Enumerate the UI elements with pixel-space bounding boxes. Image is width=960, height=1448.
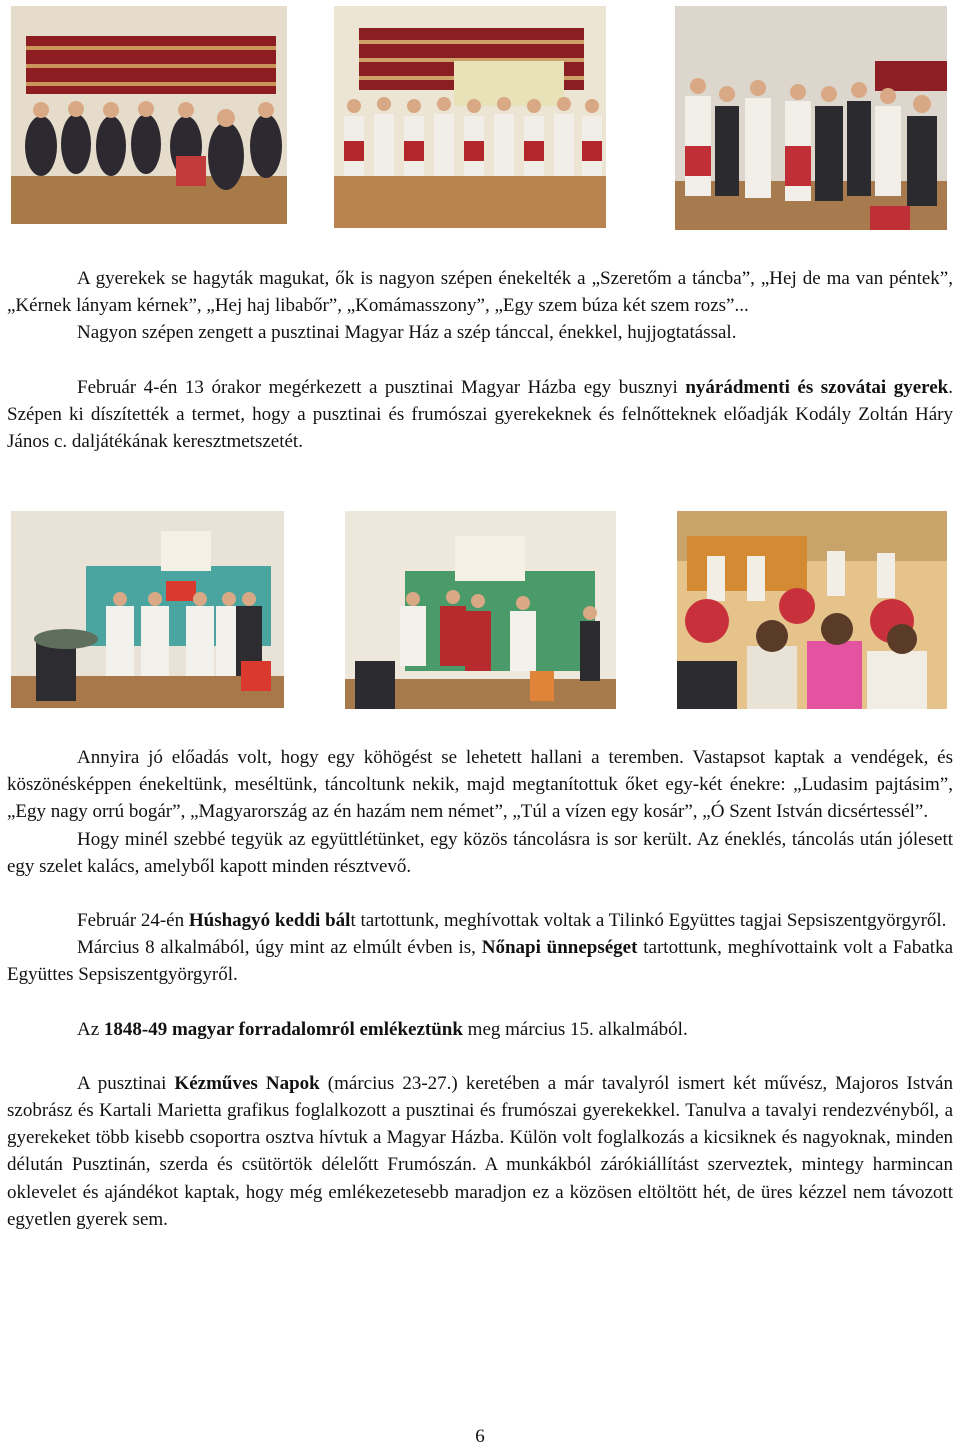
- bold-text: Kézműves Napok: [174, 1072, 320, 1094]
- text-run: Február 4-én 13 órakor megérkezett a pusztinai Magyar Házba egy busznyi: [77, 376, 686, 398]
- photo-folk-dancers: [675, 6, 947, 230]
- text-block-2: [7, 744, 953, 1233]
- bold-text: Nőnapi ünnepséget: [481, 937, 638, 959]
- bold-text: nyárádmenti és szovátai gyerek: [685, 376, 949, 398]
- paragraph-march-15: [7, 1016, 953, 1043]
- photo-performers-seated: [334, 6, 606, 228]
- text-run: tartottunk, meghívottaink volt a Fabatka Együttes Sepsiszentgyörgyről.: [7, 937, 954, 986]
- paragraph-february-4: [7, 374, 953, 456]
- photo-children-audience: [677, 511, 947, 709]
- photo-stage-dance: [11, 511, 284, 708]
- text-run: . Szépen ki díszítették a termet, hogy a pusztinai és frumószai gyerekeknek és felnőtteknek előadják Kodály Zoltán Háry János c. daljátékának keresztmetszetét.: [7, 376, 953, 453]
- paragraph-common-dance: Hogy minél szebbé tegyük az együttlétünket, egy közös táncolásra is sor került. Az éneklés, táncolás után jólesett egy szelet kalács, amelyből kapott minden résztvevő.: [7, 828, 953, 877]
- top-photo-row: [0, 6, 960, 236]
- text-block-1: [7, 265, 953, 455]
- spacer: [7, 347, 953, 374]
- paragraph-performance: Annyira jó előadás volt, hogy egy köhögést se lehetett hallani a teremben. Vastapsot kaptak a vendégek, és köszönésképpen énekeltünk, meséltünk, táncoltunk nekik, majd megtanítottuk őket egy-két énekre: „Ludasim pajtásim”, „Egy nagy orrú bogár”, „Magyarország az én hazám nem német”, „Túl a vízen egy kosár”, „Ó Szent István dicsértessél”.: [7, 747, 953, 823]
- spacer: [7, 880, 953, 907]
- bold-text: 1848-49 magyar forradalomról emlékeztünk: [103, 1018, 463, 1040]
- text-run: (március 23-27.) keretében a már tavalyról ismert két művész, Majoros István szobrász és Kartali Marietta grafikus foglalkozott a pusztinai és frumószai gyerekekkel. Tanulva a tavalyi rendezvényből, a gyerekeket több kisebb csoportra osztva hívtuk a Magyar Házba. Külön volt foglalkozás a kicsiknek és nagyoknak, minden délután Pusztinán, szerda és csütörtök délelőtt Frumószán. A munkákból zárókiállítást szerveztek, mintegy harmincan oklevelet és ajándékot kaptak, hogy még emlékezetesebb maradjon ez a közösen eltöltött hét, de üres kézzel nem távozott egyetlen gyerek sem.: [7, 1072, 953, 1230]
- bold-text: Húshagyó keddi bál: [188, 910, 351, 932]
- paragraph-craft-days: [7, 1070, 953, 1233]
- paragraph-march-8: [7, 934, 953, 988]
- spacer: [7, 989, 953, 1016]
- paragraph-february-24: [7, 907, 953, 934]
- middle-photo-row: [0, 511, 960, 741]
- page-number: 6: [475, 1426, 485, 1447]
- paragraph-children-songs: A gyerekek se hagyták magukat, ők is nagyon szépen énekelték a „Szeretőm a táncba”, „Hej de ma van péntek”, „Kérnek lányam kérnek”, „Hej haj libabőr”, „Komámasszony”, „Egy szem búza két szem rozs”...: [7, 268, 953, 317]
- text-run: meg március 15. alkalmából.: [462, 1018, 688, 1040]
- spacer: [7, 1043, 953, 1070]
- text-run: t tartottunk, meghívottak voltak a Tilinkó Együttes tagjai Sepsiszentgyörgyről.: [350, 910, 947, 932]
- text-run: A pusztinai: [77, 1072, 175, 1094]
- photo-seated-audience: [11, 6, 287, 224]
- text-run: Február 24-én: [77, 910, 189, 932]
- text-run: Az: [77, 1018, 104, 1040]
- text-run: Március 8 alkalmából, úgy mint az elmúlt évben is,: [77, 937, 482, 959]
- paragraph-magyar-haz: Nagyon szépen zengett a pusztinai Magyar Ház a szép tánccal, énekkel, hujjogtatással.: [77, 322, 737, 344]
- photo-stage-performers: [345, 511, 616, 709]
